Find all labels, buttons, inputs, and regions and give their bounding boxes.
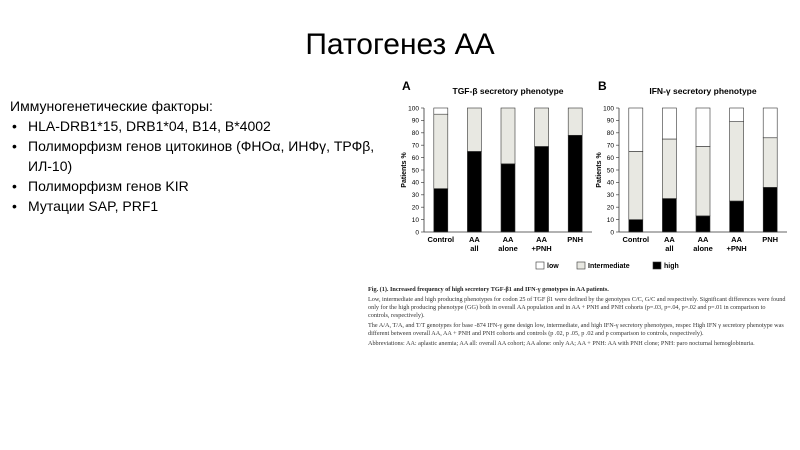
bar-segment-low [434, 108, 448, 114]
chart-title: IFN-γ secretory phenotype [649, 86, 757, 96]
x-tick-label: Control [427, 235, 455, 244]
y-tick-label: 30 [606, 192, 614, 200]
legend-label: Intermediate [588, 263, 630, 270]
caption-paragraph: Low, intermediate and high producing phenotypes for codon 25 of TGF β1 were defined by the genotypes C/C, G/C and respectively. Significant differences were found only for the high producing phenotype (GG) both in overall AA population and in AA + PNH and PNH cohorts (p=.03, p=.04, p=.02 and p=.01 in comparison to controls, respectively). [368, 295, 786, 320]
bullet-item: • Полиморфизм генов цитокинов (ФНОα, ИНФγ, ТРФβ, ИЛ-10) [10, 136, 400, 176]
y-tick-label: 90 [411, 117, 419, 125]
bar-segment-high [501, 164, 515, 232]
x-tick-label: all [470, 244, 479, 253]
x-tick-label: +PNH [531, 244, 552, 253]
x-tick-label: PNH [762, 235, 779, 244]
bar-segment-intermediate [763, 138, 777, 188]
bar-segment-low [730, 108, 744, 122]
bar-segment-low [629, 108, 643, 151]
y-tick-label: 10 [411, 216, 419, 224]
bar-segment-intermediate [629, 151, 643, 219]
caption-paragraph: Abbreviations: AA: aplastic anemia; AA all: overall AA cohort; AA alone: only AA; AA + PNH: AA with PNH clone; PNH: paro nocturnal hemoglobinuria. [368, 339, 755, 347]
bar-segment-intermediate [696, 146, 710, 215]
slide-title: Патогенез АА [305, 28, 495, 61]
y-tick-label: 80 [411, 130, 419, 138]
bar-segment-high [629, 220, 643, 232]
x-tick-label: +PNH [726, 244, 747, 253]
bar-segment-high [535, 146, 549, 232]
y-tick-label: 50 [411, 167, 419, 175]
legend-swatch [536, 262, 544, 269]
panel-letter: A [402, 79, 411, 93]
bar-segment-intermediate [467, 108, 481, 151]
y-tick-label: 30 [411, 192, 419, 200]
bar-segment-intermediate [501, 108, 515, 164]
y-tick-label: 100 [408, 105, 419, 113]
y-axis-label: Patients % [596, 152, 603, 188]
x-tick-label: all [665, 244, 674, 253]
x-tick-label: AA [697, 235, 709, 244]
y-tick-label: 20 [411, 204, 419, 212]
chart-title: TGF-β secretory phenotype [452, 86, 564, 96]
bar-segment-intermediate [568, 108, 582, 135]
legend-swatch [577, 262, 585, 269]
x-tick-label: AA [536, 235, 548, 244]
bullet-item: • Мутации SAP, PRF1 [10, 196, 400, 216]
caption-title: Fig. (1). Increased frequency of high secretory TGF-β1 and IFN-γ genotypes in AA patients. [368, 286, 609, 293]
x-tick-label: alone [498, 244, 518, 253]
bar-segment-high [763, 187, 777, 232]
figure-caption [368, 286, 788, 349]
factors-heading: Иммуногенетические факторы: [10, 98, 213, 114]
bar-segment-intermediate [662, 139, 676, 199]
bar-segment-high [662, 199, 676, 232]
x-tick-label: PNH [567, 235, 584, 244]
bar-segment-high [696, 216, 710, 232]
y-tick-label: 60 [411, 154, 419, 162]
bar-segment-high [434, 189, 448, 232]
x-tick-label: Control [622, 235, 650, 244]
x-tick-label: alone [693, 244, 713, 253]
x-tick-label: AA [468, 235, 480, 244]
bar-segment-low [763, 108, 777, 138]
y-tick-label: 0 [415, 229, 419, 237]
y-tick-label: 100 [603, 105, 614, 113]
y-tick-label: 50 [606, 167, 614, 175]
bar-segment-high [730, 201, 744, 232]
bar-segment-high [467, 151, 481, 232]
y-tick-label: 40 [411, 179, 419, 187]
x-tick-label: AA [731, 235, 743, 244]
bar-segment-low [696, 108, 710, 146]
bar-segment-intermediate [434, 114, 448, 188]
panel-letter: B [598, 79, 607, 93]
y-tick-label: 20 [606, 204, 614, 212]
x-tick-label: AA [502, 235, 514, 244]
bar-segment-intermediate [535, 108, 549, 146]
y-tick-label: 70 [411, 142, 419, 150]
legend-label: low [547, 263, 559, 270]
y-tick-label: 70 [606, 142, 614, 150]
y-tick-label: 60 [606, 154, 614, 162]
y-tick-label: 0 [610, 229, 614, 237]
y-tick-label: 80 [606, 130, 614, 138]
y-tick-label: 90 [606, 117, 614, 125]
caption-paragraph: The A/A, T/A, and T/T genotypes for base -874 IFN-γ gene design low, intermediate, and high IFN-γ secretory phenotypes, respec High IFN γ secretory phenotype was different between overall AA, AA + PNH and PNH cohorts and controls (p .02, p .05, p .02 and p comparison to controls, respectively). [368, 321, 784, 338]
legend-label: high [664, 263, 679, 270]
bullet-item: • Полиморфизм генов KIR [10, 176, 400, 196]
bar-segment-intermediate [730, 122, 744, 201]
y-tick-label: 40 [606, 179, 614, 187]
bar-segment-low [662, 108, 676, 139]
y-tick-label: 10 [606, 216, 614, 224]
y-axis-label: Patients % [401, 152, 408, 188]
x-tick-label: AA [663, 235, 675, 244]
bar-segment-high [568, 135, 582, 232]
legend-swatch [653, 262, 661, 269]
stacked-bar-charts [340, 72, 790, 287]
bullet-item: • HLA-DRB1*15, DRB1*04, B14, B*4002 [10, 116, 400, 136]
